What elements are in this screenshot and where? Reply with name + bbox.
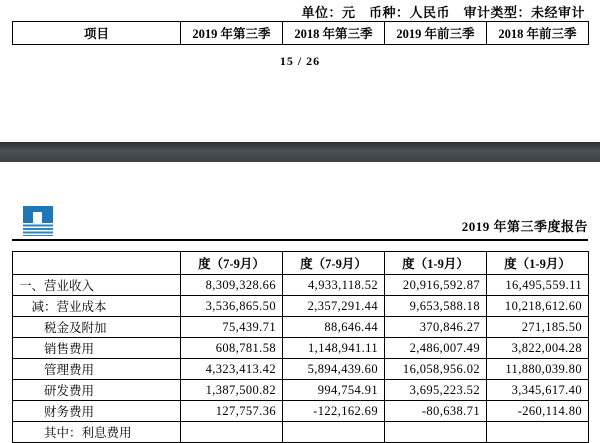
column-header-2018-ytd: 2018 年前三季 <box>487 22 589 45</box>
cell-value: 9,653,588.18 <box>385 296 487 317</box>
cell-value: 88,646.44 <box>283 317 385 338</box>
cell-value: 8,309,328.66 <box>181 275 283 296</box>
cell-value <box>487 422 589 443</box>
cell-value: 127,757.36 <box>181 401 283 422</box>
cell-value: 2,357,291.44 <box>283 296 385 317</box>
cell-value: -260,114.80 <box>487 401 589 422</box>
page-number: 15 / 26 <box>279 54 321 68</box>
cell-value: 20,916,592.87 <box>385 275 487 296</box>
row-label: 税金及附加 <box>13 317 181 338</box>
page-15 <box>0 0 600 69</box>
column-header-ytd-1-9: 度（1-9月） <box>385 252 487 275</box>
page-separator-bar <box>0 142 600 162</box>
cell-value: 3,822,004.28 <box>487 338 589 359</box>
page-16 <box>0 162 600 443</box>
table-row-operating-revenue <box>13 275 589 296</box>
cell-value: 608,781.58 <box>181 338 283 359</box>
column-header-item: 项目 <box>13 22 181 45</box>
row-label: 管理费用 <box>13 359 181 380</box>
cell-value: 1,387,500.82 <box>181 380 283 401</box>
table-header-row <box>13 252 589 275</box>
cell-value: 3,695,223.52 <box>385 380 487 401</box>
cell-value: 1,148,941.11 <box>283 338 385 359</box>
row-label: 财务费用 <box>13 401 181 422</box>
cell-value: 11,880,039.80 <box>487 359 589 380</box>
column-header-q-7-9: 度（7-9月） <box>181 252 283 275</box>
column-header-2019-q3: 2019 年第三季 <box>181 22 283 45</box>
logo-stripes <box>23 223 53 236</box>
row-label: 一、营业收入 <box>13 275 181 296</box>
cell-value: 4,933,118.52 <box>283 275 385 296</box>
cell-value <box>181 422 283 443</box>
cell-value <box>283 422 385 443</box>
table-header-row <box>13 22 589 45</box>
row-label: 研发费用 <box>13 380 181 401</box>
table-row-taxes-surcharges <box>13 317 589 338</box>
column-header-2019-ytd: 2019 年前三季 <box>385 22 487 45</box>
unit-currency-audit-line: 单位：元 币种：人民币 审计类型：未经审计 <box>301 5 585 20</box>
logo-square <box>23 206 53 223</box>
table-row-rd-expenses <box>13 380 589 401</box>
column-header-2018-q3: 2018 年第三季 <box>283 22 385 45</box>
column-header-q-7-9-prior: 度（7-9月） <box>283 252 385 275</box>
cell-value: 3,536,865.50 <box>181 296 283 317</box>
cell-value: 2,486,007.49 <box>385 338 487 359</box>
cell-value: 75,439.71 <box>181 317 283 338</box>
page-header <box>12 162 588 241</box>
income-statement-table <box>12 251 589 443</box>
statement-header-table <box>12 21 589 45</box>
cell-value: -80,638.71 <box>385 401 487 422</box>
cell-value: 370,846.27 <box>385 317 487 338</box>
report-title: 2019 年第三季度报告 <box>461 219 588 234</box>
cell-value: -122,162.69 <box>283 401 385 422</box>
cell-value: 994,754.91 <box>283 380 385 401</box>
table-row-operating-cost <box>13 296 589 317</box>
cell-value: 4,323,413.42 <box>181 359 283 380</box>
cell-value: 271,185.50 <box>487 317 589 338</box>
row-label: 其中：利息费用 <box>13 422 181 443</box>
table-row-selling-expenses <box>13 338 589 359</box>
row-label: 减：营业成本 <box>13 296 181 317</box>
cell-value: 5,894,439.60 <box>283 359 385 380</box>
table-row-interest-expense-partial <box>13 422 589 443</box>
logo-inner-square <box>33 212 42 223</box>
table-row-admin-expenses <box>13 359 589 380</box>
row-label: 销售费用 <box>13 338 181 359</box>
cell-value: 3,345,617.40 <box>487 380 589 401</box>
cell-value: 16,495,559.11 <box>487 275 589 296</box>
column-header-blank <box>13 252 181 275</box>
cell-value: 10,218,612.60 <box>487 296 589 317</box>
cell-value <box>385 422 487 443</box>
company-logo-icon <box>23 206 53 237</box>
column-header-ytd-1-9-prior: 度（1-9月） <box>487 252 589 275</box>
cell-value: 16,058,956.02 <box>385 359 487 380</box>
table-row-financial-expenses <box>13 401 589 422</box>
